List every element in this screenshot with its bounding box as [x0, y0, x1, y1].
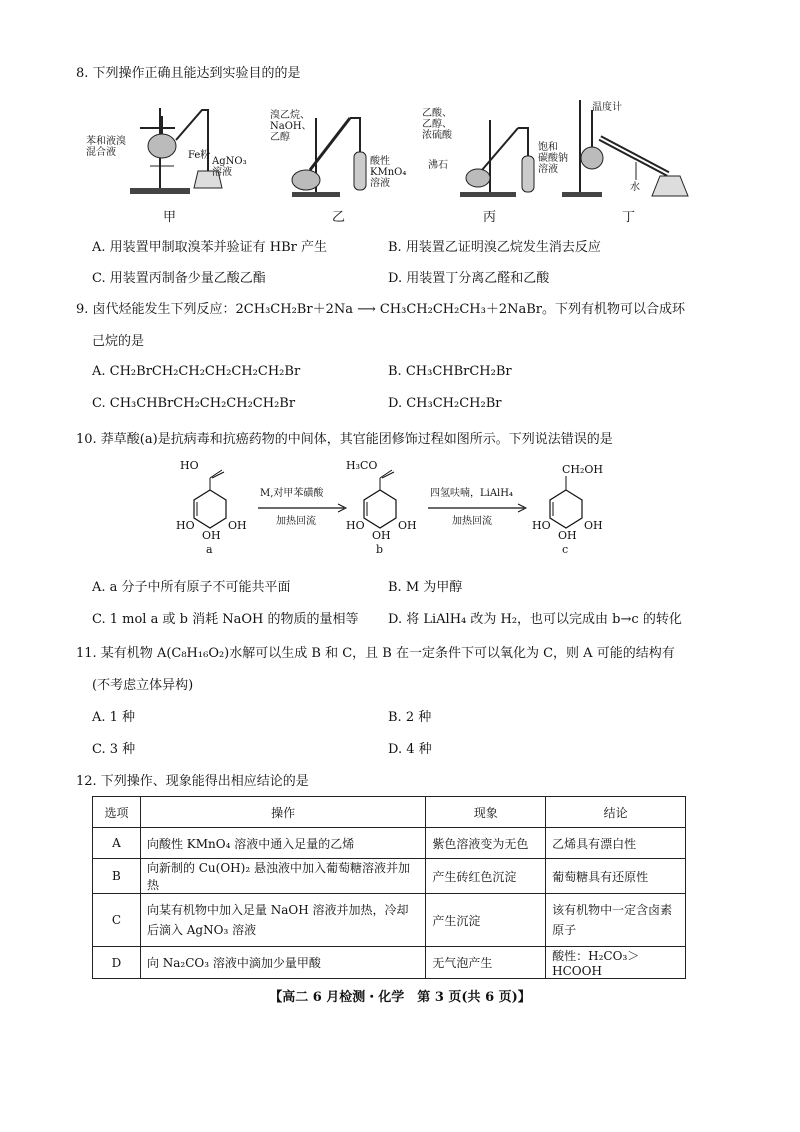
q8-option-a[interactable]: A. 用装置甲制取溴苯并验证有 HBr 产生 [92, 240, 328, 255]
table-row [93, 859, 686, 894]
jia-label-fe: Fe粉 [188, 150, 211, 161]
row-operation: 向酸性 KMnO₄ 溶液中通入足量的乙烯 [140, 828, 425, 859]
q9-option-c[interactable]: C. CH₃CHBrCH₂CH₂CH₂CH₂Br [92, 396, 296, 411]
molecule-b-top: H₃CO [346, 459, 378, 472]
apparatus-jia [86, 96, 247, 206]
apparatus-ding [556, 96, 696, 206]
q8-option-d[interactable]: D. 用装置丁分离乙醛和乙酸 [388, 271, 550, 286]
q9-stem-line1: 9. 卤代烃能发生下列反应：2CH₃CH₂Br＋2Na ⟶ CH₃CH₂CH₂CH₃＋2NaBr。下列有机物可以合成环 [76, 302, 686, 317]
molecule-c [532, 456, 612, 556]
row-phenomenon: 无气泡产生 [426, 947, 546, 979]
molecule-b-sub: OH [372, 529, 391, 542]
molecule-b-left: HO [346, 519, 365, 532]
header-operation: 操作 [140, 797, 425, 828]
jia-label-agno3: AgNO₃ 溶液 [212, 156, 247, 178]
q12-table [92, 796, 686, 979]
molecule-c-right: OH [584, 519, 603, 532]
arrow-2-bottom: 加热回流 [452, 516, 492, 527]
apparatus-jia-name: 甲 [163, 210, 177, 225]
table-row [93, 828, 686, 859]
molecule-a-label: a [206, 543, 213, 556]
table-row [93, 894, 686, 947]
row-key: D [93, 947, 141, 979]
yi-label-kmno4: 酸性 KMnO₄ 溶液 [370, 156, 407, 189]
molecule-b-label: b [376, 543, 384, 556]
apparatus-ding-name: 丁 [622, 210, 636, 225]
page-footer: 【高二 6 月检测・化学 第 3 页(共 6 页)】 [269, 990, 531, 1005]
q11-stem-line1: 11. 某有机物 A(C₈H₁₆O₂)水解可以生成 B 和 C，且 B 在一定条件下可以氧化为 C，则 A 可能的结构有 [76, 646, 675, 661]
header-option: 选项 [93, 797, 141, 828]
row-key: A [93, 828, 141, 859]
q8-stem: 8. 下列操作正确且能达到实验目的的是 [76, 66, 301, 81]
arrow-1-icon [258, 502, 348, 514]
ding-label-water: 水 [630, 182, 640, 193]
molecule-a-right: OH [228, 519, 247, 532]
apparatus-bing [420, 100, 570, 206]
molecule-b-right: OH [398, 519, 417, 532]
row-phenomenon: 产生砖红色沉淀 [426, 859, 546, 894]
molecule-c-label: c [562, 543, 569, 556]
jia-label-mixture: 苯和液溴 混合液 [86, 136, 126, 158]
q9-option-a[interactable]: A. CH₂BrCH₂CH₂CH₂CH₂CH₂Br [92, 364, 301, 379]
q9-option-d[interactable]: D. CH₃CH₂CH₂Br [388, 396, 502, 411]
molecule-c-left: HO [532, 519, 551, 532]
row-operation: 向某有机物中加入足量 NaOH 溶液并加热，冷却后滴入 AgNO₃ 溶液 [140, 894, 425, 947]
apparatus-yi-name: 乙 [332, 210, 346, 225]
q9-stem-line2: 己烷的是 [92, 334, 145, 349]
molecule-a-sub: OH [202, 529, 221, 542]
row-phenomenon: 产生沉淀 [426, 894, 546, 947]
molecule-a [176, 456, 256, 556]
molecule-a-top: HO [180, 459, 199, 472]
apparatus-bing-name: 丙 [483, 210, 497, 225]
row-conclusion: 葡萄糖具有还原性 [546, 859, 686, 894]
bing-label-reagents: 乙酸、 乙醇、 浓硫酸 [422, 108, 452, 141]
q10-option-c[interactable]: C. 1 mol a 或 b 消耗 NaOH 的物质的量相等 [92, 612, 359, 627]
bing-label-stone: 沸石 [428, 160, 448, 171]
row-operation: 向新制的 Cu(OH)₂ 悬浊液中加入葡萄糖溶液并加热 [140, 859, 425, 894]
apparatus-yi [268, 100, 407, 206]
arrow-1-top: M,对甲苯磺酸 [260, 488, 324, 499]
molecule-a-left: HO [176, 519, 195, 532]
yi-label-reagents: 溴乙烷、 NaOH、 乙醇 [270, 110, 312, 143]
row-key: C [93, 894, 141, 947]
bing-label-na2co3: 饱和 碳酸钠 溶液 [538, 142, 568, 175]
q11-option-c[interactable]: C. 3 种 [92, 742, 136, 757]
row-conclusion: 酸性：H₂CO₃＞HCOOH [546, 947, 686, 979]
molecule-c-top: CH₂OH [562, 463, 604, 476]
q10-option-a[interactable]: A. a 分子中所有原子不可能共平面 [92, 580, 291, 595]
row-conclusion: 该有机物中一定含卤素原子 [546, 894, 686, 947]
row-conclusion: 乙烯具有漂白性 [546, 828, 686, 859]
arrow-2-icon [428, 502, 528, 514]
row-key: B [93, 859, 141, 894]
q11-stem-line2: (不考虑立体异构) [92, 678, 194, 693]
q10-option-b[interactable]: B. M 为甲醇 [388, 580, 463, 595]
reaction-arrow-2 [428, 488, 528, 528]
header-conclusion: 结论 [546, 797, 686, 828]
arrow-1-bottom: 加热回流 [276, 516, 316, 527]
molecule-b [346, 456, 426, 556]
q10-option-d[interactable]: D. 将 LiAlH₄ 改为 H₂，也可以完成由 b→c 的转化 [388, 612, 682, 627]
q11-option-d[interactable]: D. 4 种 [388, 742, 432, 757]
table-row [93, 947, 686, 979]
row-operation: 向 Na₂CO₃ 溶液中滴加少量甲酸 [140, 947, 425, 979]
molecule-c-sub: OH [558, 529, 577, 542]
apparatus-ding-drawing [556, 96, 696, 206]
q11-option-a[interactable]: A. 1 种 [92, 710, 136, 725]
reaction-arrow-1 [258, 488, 348, 528]
ding-label-thermometer: 温度计 [592, 102, 622, 113]
row-phenomenon: 紫色溶液变为无色 [426, 828, 546, 859]
q11-option-b[interactable]: B. 2 种 [388, 710, 432, 725]
arrow-2-top: 四氢呋喃，LiAlH₄ [430, 488, 513, 499]
q12-stem: 12. 下列操作、现象能得出相应结论的是 [76, 774, 309, 789]
q9-option-b[interactable]: B. CH₃CHBrCH₂Br [388, 364, 512, 379]
header-phenomenon: 现象 [426, 797, 546, 828]
table-header-row [93, 797, 686, 828]
q10-stem: 10. 莽草酸(a)是抗病毒和抗癌药物的中间体，其官能团修饰过程如图所示。下列说法错误的是 [76, 432, 613, 447]
q8-option-b[interactable]: B. 用装置乙证明溴乙烷发生消去反应 [388, 240, 601, 255]
q8-option-c[interactable]: C. 用装置丙制备少量乙酸乙酯 [92, 271, 266, 286]
